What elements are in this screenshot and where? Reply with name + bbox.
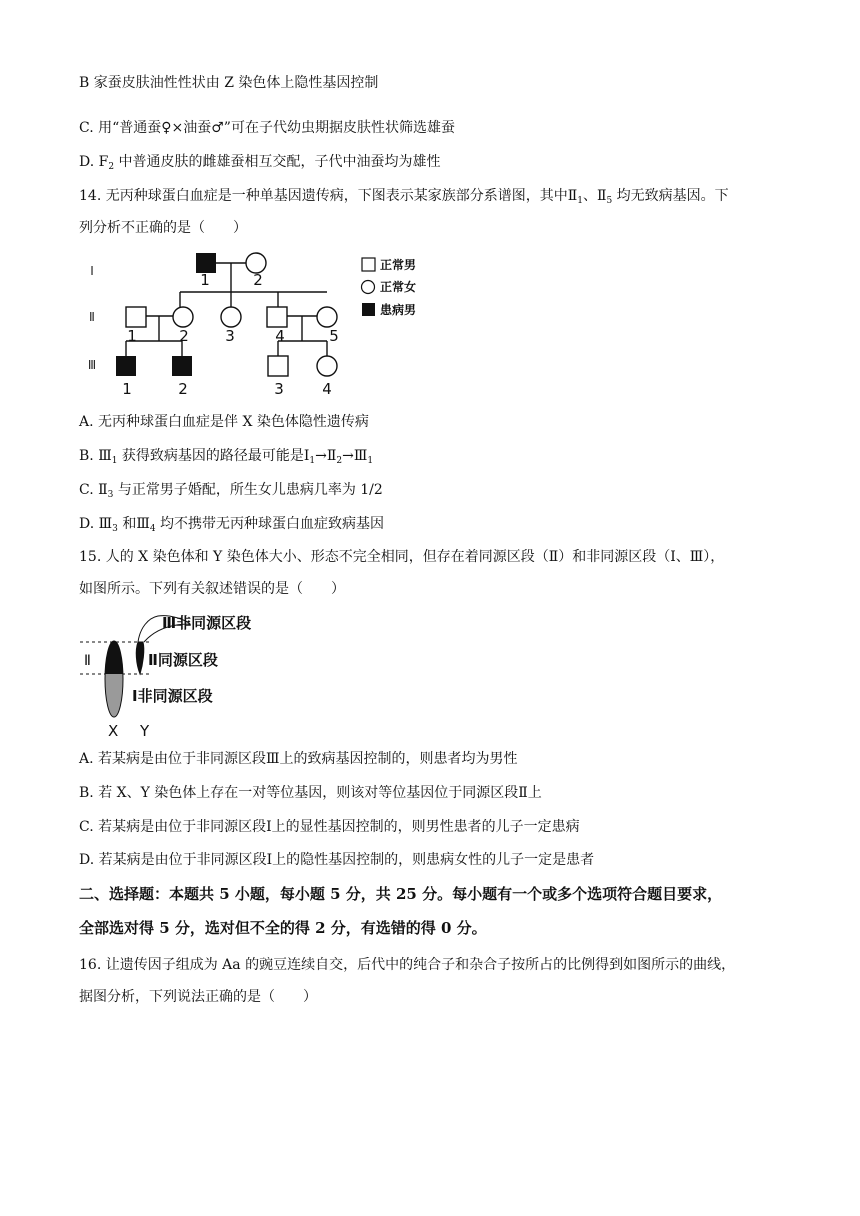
section2-heading-line2: 全部选对得 5 分，选对但不全的得 2 分，有选错的得 0 分。 bbox=[79, 919, 487, 937]
pedigree-II2-normal-female bbox=[173, 307, 193, 327]
pedigree-II1-normal-male bbox=[126, 307, 146, 327]
legend-affected-male-icon bbox=[362, 303, 375, 316]
label-region-II: Ⅱ同源区段 bbox=[148, 651, 218, 669]
gen-label-II: Ⅱ bbox=[89, 310, 95, 324]
gen-label-I: Ⅰ bbox=[90, 264, 94, 278]
q13-option-b: B 家蚕皮肤油性性状由 Z 染色体上隐性基因控制 bbox=[79, 75, 379, 91]
q14-stem-line2: 列分析不正确的是（ ） bbox=[79, 220, 247, 236]
legend-normal-male-icon bbox=[362, 258, 375, 271]
q15-option-d: D. 若某病是由位于非同源区段Ⅰ上的隐性基因控制的，则患病女性的儿子一定是患者 bbox=[79, 852, 595, 868]
num-II5: 5 bbox=[329, 327, 339, 345]
num-II4: 4 bbox=[275, 327, 285, 345]
section2-heading-line1: 二、选择题：本题共 5 小题，每小题 5 分，共 25 分。每小题有一个或多个选项符合题目要求， bbox=[79, 885, 723, 903]
xy-chromosome-diagram bbox=[78, 606, 278, 741]
num-III1: 1 bbox=[122, 380, 132, 398]
q16-stem-line2: 据图分析，下列说法正确的是（ ） bbox=[79, 989, 317, 1005]
pedigree-I2-normal-female bbox=[246, 253, 266, 273]
pedigree-chart bbox=[80, 245, 440, 400]
q14-option-a: A. 无丙种球蛋白血症是伴 X 染色体隐性遗传病 bbox=[79, 414, 369, 430]
label-left-II: Ⅱ bbox=[84, 653, 91, 669]
num-II2: 2 bbox=[179, 327, 189, 345]
pedigree-II5-normal-female bbox=[317, 307, 337, 327]
q15-stem-line1: 15. 人的 X 染色体和 Y 染色体大小、形态不完全相同，但存在着同源区段（Ⅱ）和非同源区段（Ⅰ、Ⅲ）， bbox=[79, 549, 725, 565]
label-chrom-X: X bbox=[108, 722, 119, 740]
legend-normal-male-label: 正常男 bbox=[380, 258, 417, 272]
q14-option-c: C. $Ⅱ_3$ 与正常男子婚配，所生女儿患病几率为 1/2 bbox=[79, 482, 383, 500]
pedigree-III3-normal-male bbox=[268, 356, 288, 376]
q15-option-c: C. 若某病是由位于非同源区段Ⅰ上的显性基因控制的，则男性患者的儿子一定患病 bbox=[79, 819, 580, 835]
num-II1: 1 bbox=[127, 327, 137, 345]
num-I2: 2 bbox=[253, 271, 263, 289]
num-III3: 3 bbox=[274, 380, 284, 398]
num-III4: 4 bbox=[322, 380, 332, 398]
q13-option-c: C. 用“普通蚕♀×油蚕♂”可在子代幼虫期据皮肤性状筛选雄蚕 bbox=[79, 120, 455, 136]
gen-label-III: Ⅲ bbox=[87, 358, 97, 372]
q14-option-b: B. $Ⅲ_1$ 获得致病基因的路径最可能是$Ⅰ_1\to Ⅱ_2\to Ⅲ_1$ bbox=[79, 448, 374, 466]
legend-affected-male-label: 患病男 bbox=[380, 303, 417, 317]
q14-stem-line1: 14. 无丙种球蛋白血症是一种单基因遗传病，下图表示某家族部分系谱图，其中$Ⅱ_1$、$Ⅱ_5$ 均无致病基因。下 bbox=[79, 188, 729, 206]
pedigree-I1-affected-male bbox=[196, 253, 216, 273]
legend-normal-female-label: 正常女 bbox=[380, 280, 417, 294]
pedigree-II4-normal-male bbox=[267, 307, 287, 327]
pedigree-II3-normal-female bbox=[221, 307, 241, 327]
legend-normal-female-icon bbox=[362, 281, 375, 294]
q14-option-d: D. $Ⅲ_3$ 和$Ⅲ_4$ 均不携带无丙种球蛋白血症致病基因 bbox=[79, 516, 385, 534]
pedigree-III2-affected-male bbox=[172, 356, 192, 376]
q15-option-b: B. 若 X、Y 染色体上存在一对等位基因，则该对等位基因位于同源区段Ⅱ上 bbox=[79, 785, 542, 801]
num-II3: 3 bbox=[225, 327, 235, 345]
num-III2: 2 bbox=[178, 380, 188, 398]
pedigree-III4-normal-female bbox=[317, 356, 337, 376]
q13-option-d: D. $F_2$ 中普通皮肤的雌雄蚕相互交配，子代中油蚕均为雄性 bbox=[79, 154, 441, 172]
q15-stem-line2: 如图所示。下列有关叙述错误的是（ ） bbox=[79, 581, 345, 597]
label-region-III: Ⅲ非同源区段 bbox=[162, 614, 252, 632]
x-chromosome bbox=[98, 636, 130, 717]
num-I1: 1 bbox=[200, 271, 210, 289]
q16-stem-line1: 16. 让遗传因子组成为 Aa 的豌豆连续自交，后代中的纯合子和杂合子按所占的比例得到如图所示的曲线， bbox=[79, 957, 736, 973]
label-chrom-Y: Y bbox=[140, 722, 150, 740]
label-region-I: Ⅰ非同源区段 bbox=[132, 687, 213, 705]
pedigree-III1-affected-male bbox=[116, 356, 136, 376]
q15-option-a: A. 若某病是由位于非同源区段Ⅲ上的致病基因控制的，则患者均为男性 bbox=[79, 751, 518, 767]
